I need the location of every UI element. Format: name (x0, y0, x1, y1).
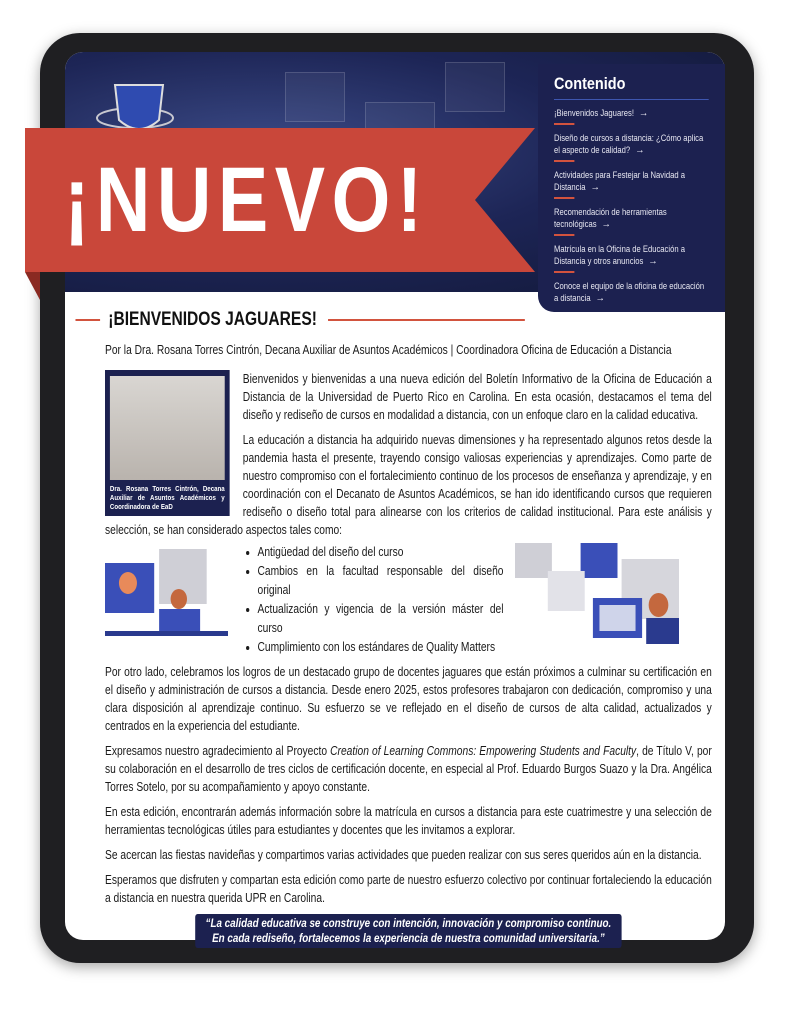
list-item: • Actualización y vigencia de la versión máster del curso (258, 600, 504, 638)
illustration-online-class (515, 543, 712, 645)
nuevo-banner-text: ¡NUEVO! (64, 148, 429, 251)
article-title: ¡BIENVENIDOS JAGUARES! (75, 306, 711, 334)
article (105, 306, 712, 948)
arrow-right-icon: → (639, 107, 649, 119)
author-portrait (110, 376, 225, 480)
list-item: • Cambios en la facultad responsable del diseño original (258, 562, 504, 600)
criteria-list (258, 543, 504, 657)
toc-item[interactable]: Recomendación de herramientas tecnológicas → (554, 206, 709, 236)
arrow-right-icon: → (648, 255, 658, 267)
author-photo (105, 370, 230, 516)
paragraph: Bienvenidos y bienvenidas a una nueva edición del Boletín Informativo de la Oficina de Educación a Distancia de la Universidad de Puerto Rico en Carolina. En esta ocasión, destacamos el tema del diseño y rediseño de cursos en modalidad a distancia, con un enfoque claro en la calidad educativa. (242, 372, 712, 422)
quote-line: En cada rediseño, fortalecemos la experiencia de nuestra comunidad universitaria.” (212, 931, 605, 945)
paragraph: En esta edición, encontrarán además información sobre la matrícula en cursos a distancia para este cuatrimestre y una selección de herramientas tecnológicas útiles para estudiantes y docentes que les invitamos a explorar. (105, 805, 712, 837)
arrow-right-icon: → (601, 218, 611, 230)
paragraph: Expresamos nuestro agradecimiento al Proyecto Creation of Learning Commons: Empowering Students and Faculty, de Título V, por su colaboración en el desarrollo de tres ciclos de certificación docente, en especial al Prof. Eduardo Burgos Suazo y la Dra. Angélica Torres Sotelo, por su acompañamiento y apoyo constante. (105, 744, 712, 794)
paragraph: Por otro lado, celebramos los logros de un destacado grupo de docentes jaguares que están próximos a culminar su certificación en el diseño y administración de cursos a distancia. Desde enero 2025, estos profesores trabajaron con dedicación, compromiso y una clara disposición al aprendizaje continuo. Su esfuerzo se ve reflejado en el diseño de cursos de alta calidad, actualizados y centrados en la experiencia del estudiante. (105, 665, 712, 733)
table-of-contents (538, 64, 725, 312)
byline: Por la Dra. Rosana Torres Cintrón, Decana Auxiliar de Asuntos Académicos | Coordinadora Oficina de Educación a Distancia (105, 343, 672, 357)
quote-line: “La calidad educativa se construye con intención, innovación y compromiso continuo. (205, 916, 612, 930)
photo-caption: Dra. Rosana Torres Cintrón, Decana Auxiliar de Asuntos Académicos y Coordinadora de EaD (109, 484, 225, 511)
illustration-video-call (105, 549, 236, 639)
arrow-right-icon: → (590, 181, 600, 193)
list-item: • Antigüedad del diseño del curso (258, 543, 504, 562)
toc-item[interactable]: ¡Bienvenidos Jaguares! → (554, 107, 709, 125)
paragraph: Esperamos que disfruten y compartan esta edición como parte de nuestro esfuerzo colectivo por continuar fortaleciendo la educación a distancia en nuestra querida UPR en Carolina. (105, 873, 712, 905)
toc-item[interactable]: Matrícula en la Oficina de Educación a Distancia y otros anuncios → (554, 243, 709, 273)
toc-title: Contenido (554, 74, 709, 100)
toc-item[interactable]: Diseño de cursos a distancia: ¿Cómo aplica el aspecto de calidad? → (554, 132, 709, 162)
toc-item[interactable]: Conoce el equipo de la oficina de educación a distancia → (554, 281, 705, 304)
paragraph: La educación a distancia ha adquirido nuevas dimensiones y ha representado algunos retos desde la pandemia hasta el presente, trayendo consigo valiosas experiencias y aprendizajes. Como parte de nuestro compromiso con el fortalecimiento continuo de los procesos de enseñanza y aprendizaje, y en coordinación con el Decanato de Asuntos Académicos, se han ido identificando cursos que requieren rediseño o diseño total para alinearse con los criterios de calidad institucional. Para este análisis y selección, se han considerado aspectos tales como: (105, 433, 712, 537)
toc-item[interactable]: Actividades para Festejar la Navidad a Distancia → (554, 169, 709, 199)
paragraph: Se acercan las fiestas navideñas y compartimos varias actividades que pueden realizar con sus seres queridos aún en la distancia. (105, 848, 702, 862)
quote-box (195, 914, 621, 948)
arrow-right-icon: → (635, 144, 645, 156)
list-item: • Cumplimiento con los estándares de Quality Matters (258, 638, 504, 657)
arrow-right-icon: → (595, 292, 606, 304)
